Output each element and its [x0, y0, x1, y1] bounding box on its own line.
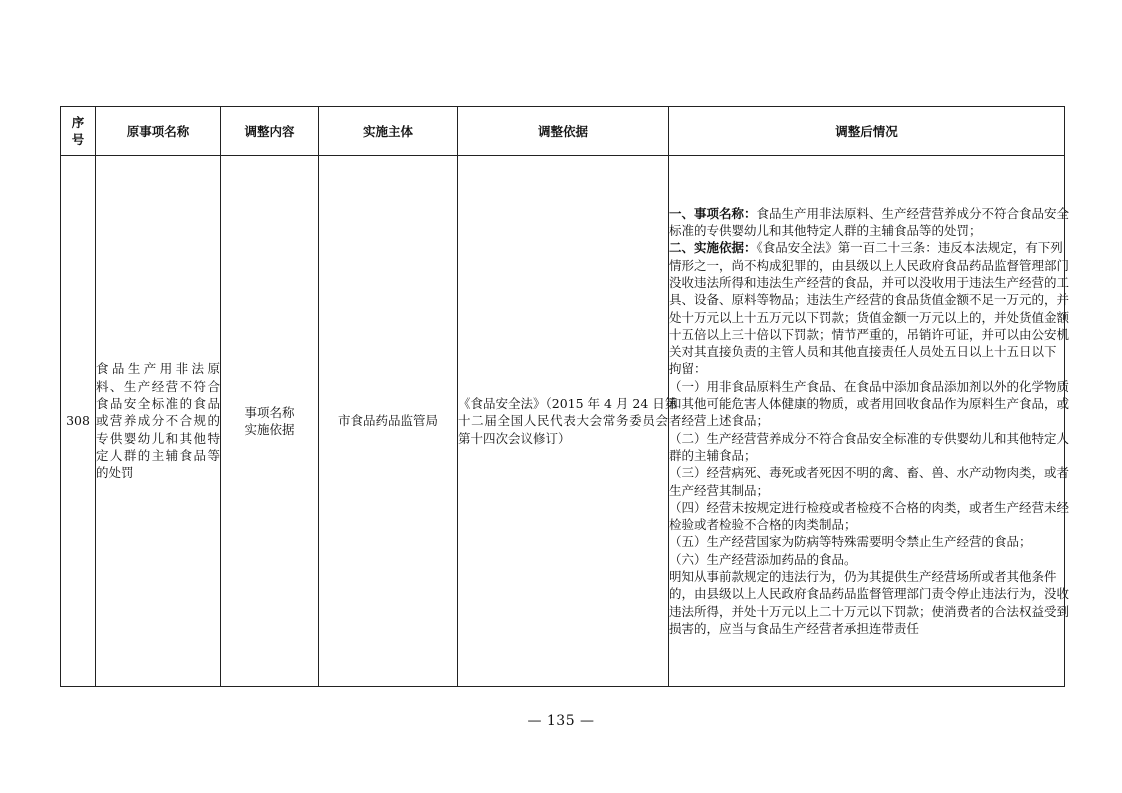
table-header-row — [61, 107, 1065, 156]
header-adjust-basis: 调整依据 — [458, 107, 669, 156]
adjustment-table — [60, 106, 1070, 687]
page-number: — 135 — — [527, 713, 595, 729]
header-original-item-name: 原事项名称 — [96, 107, 221, 156]
row-seq: 308 — [61, 156, 96, 687]
row-original-item-name: 食品生产用非法原 料、生产经营不符合 食品安全标准的食品 或营养成分不合规的 专供婴幼儿和其他特 定人群的主辅食品等 的处罚 — [96, 156, 221, 687]
row-implementing-body: 市食品药品监管局 — [319, 156, 458, 687]
row-adjust-basis: 《食品安全法》（2015 年 4 月 24 日第 十二届全国人民代表大会常务委员会 第十四次会议修订） — [458, 156, 669, 687]
row-adjust-content: 事项名称 实施依据 — [221, 156, 319, 687]
row-after-adjustment: 一、事项名称：食品生产用非法原料、生产经营营养成分不符合食品安全 标准的专供婴幼儿和其他特定人群的主辅食品等的处罚； 二、实施依据：《食品安全法》第一百二十三条：违反本法规定，有下列 情形之一，尚不构成犯罪的，由县级以上人民政府食品药品监督管理部门 没收违法所得和违法生产经营的食品，并可以没收用于违法生产经营的工 具、设备、原料等物品；违法生产经营的食品货值金额不足一万元的，并 处十万元以上十五万元以下罚款；货值金额一万元以上的，并处货值金额 十五倍以上三十倍以下罚款；情节严重的，吊销许可证，并可以由公安机 关对其直接负责的主管人员和其他直接责任人员处五日以上十五日以下 拘留： （一）用非食品原料生产食品、在食品中添加食品添加剂以外的化学物质 和其他可能危害人体健康的物质，或者用回收食品作为原料生产食品，或 者经营上述食品； （二）生产经营营养成分不符合食品安全标准的专供婴幼儿和其他特定人 群的主辅食品； （三）经营病死、毒死或者死因不明的禽、畜、兽、水产动物肉类，或者 生产经营其制品； （四）经营未按规定进行检疫或者检疫不合格的肉类，或者生产经营未经 检验或者检验不合格的肉类制品； （五）生产经营国家为防病等特殊需要明令禁止生产经营的食品； （六）生产经营添加药品的食品。 明知从事前款规定的违法行为，仍为其提供生产经营场所或者其他条件 的，由县级以上人民政府食品药品监督管理部门责令停止违法行为，没收 违法所得，并处十万元以上二十万元以下罚款；使消费者的合法权益受到 损害的，应当与食品生产经营者承担连带责任 — [669, 156, 1065, 687]
header-seq: 序 号 — [61, 107, 96, 156]
item-name-label: 一、事项名称： — [669, 205, 757, 221]
header-implementing-body: 实施主体 — [319, 107, 458, 156]
basis-label: 二、实施依据： — [669, 240, 757, 256]
header-adjust-content: 调整内容 — [221, 107, 319, 156]
table-row — [61, 156, 1065, 687]
header-after-adjustment: 调整后情况 — [669, 107, 1065, 156]
